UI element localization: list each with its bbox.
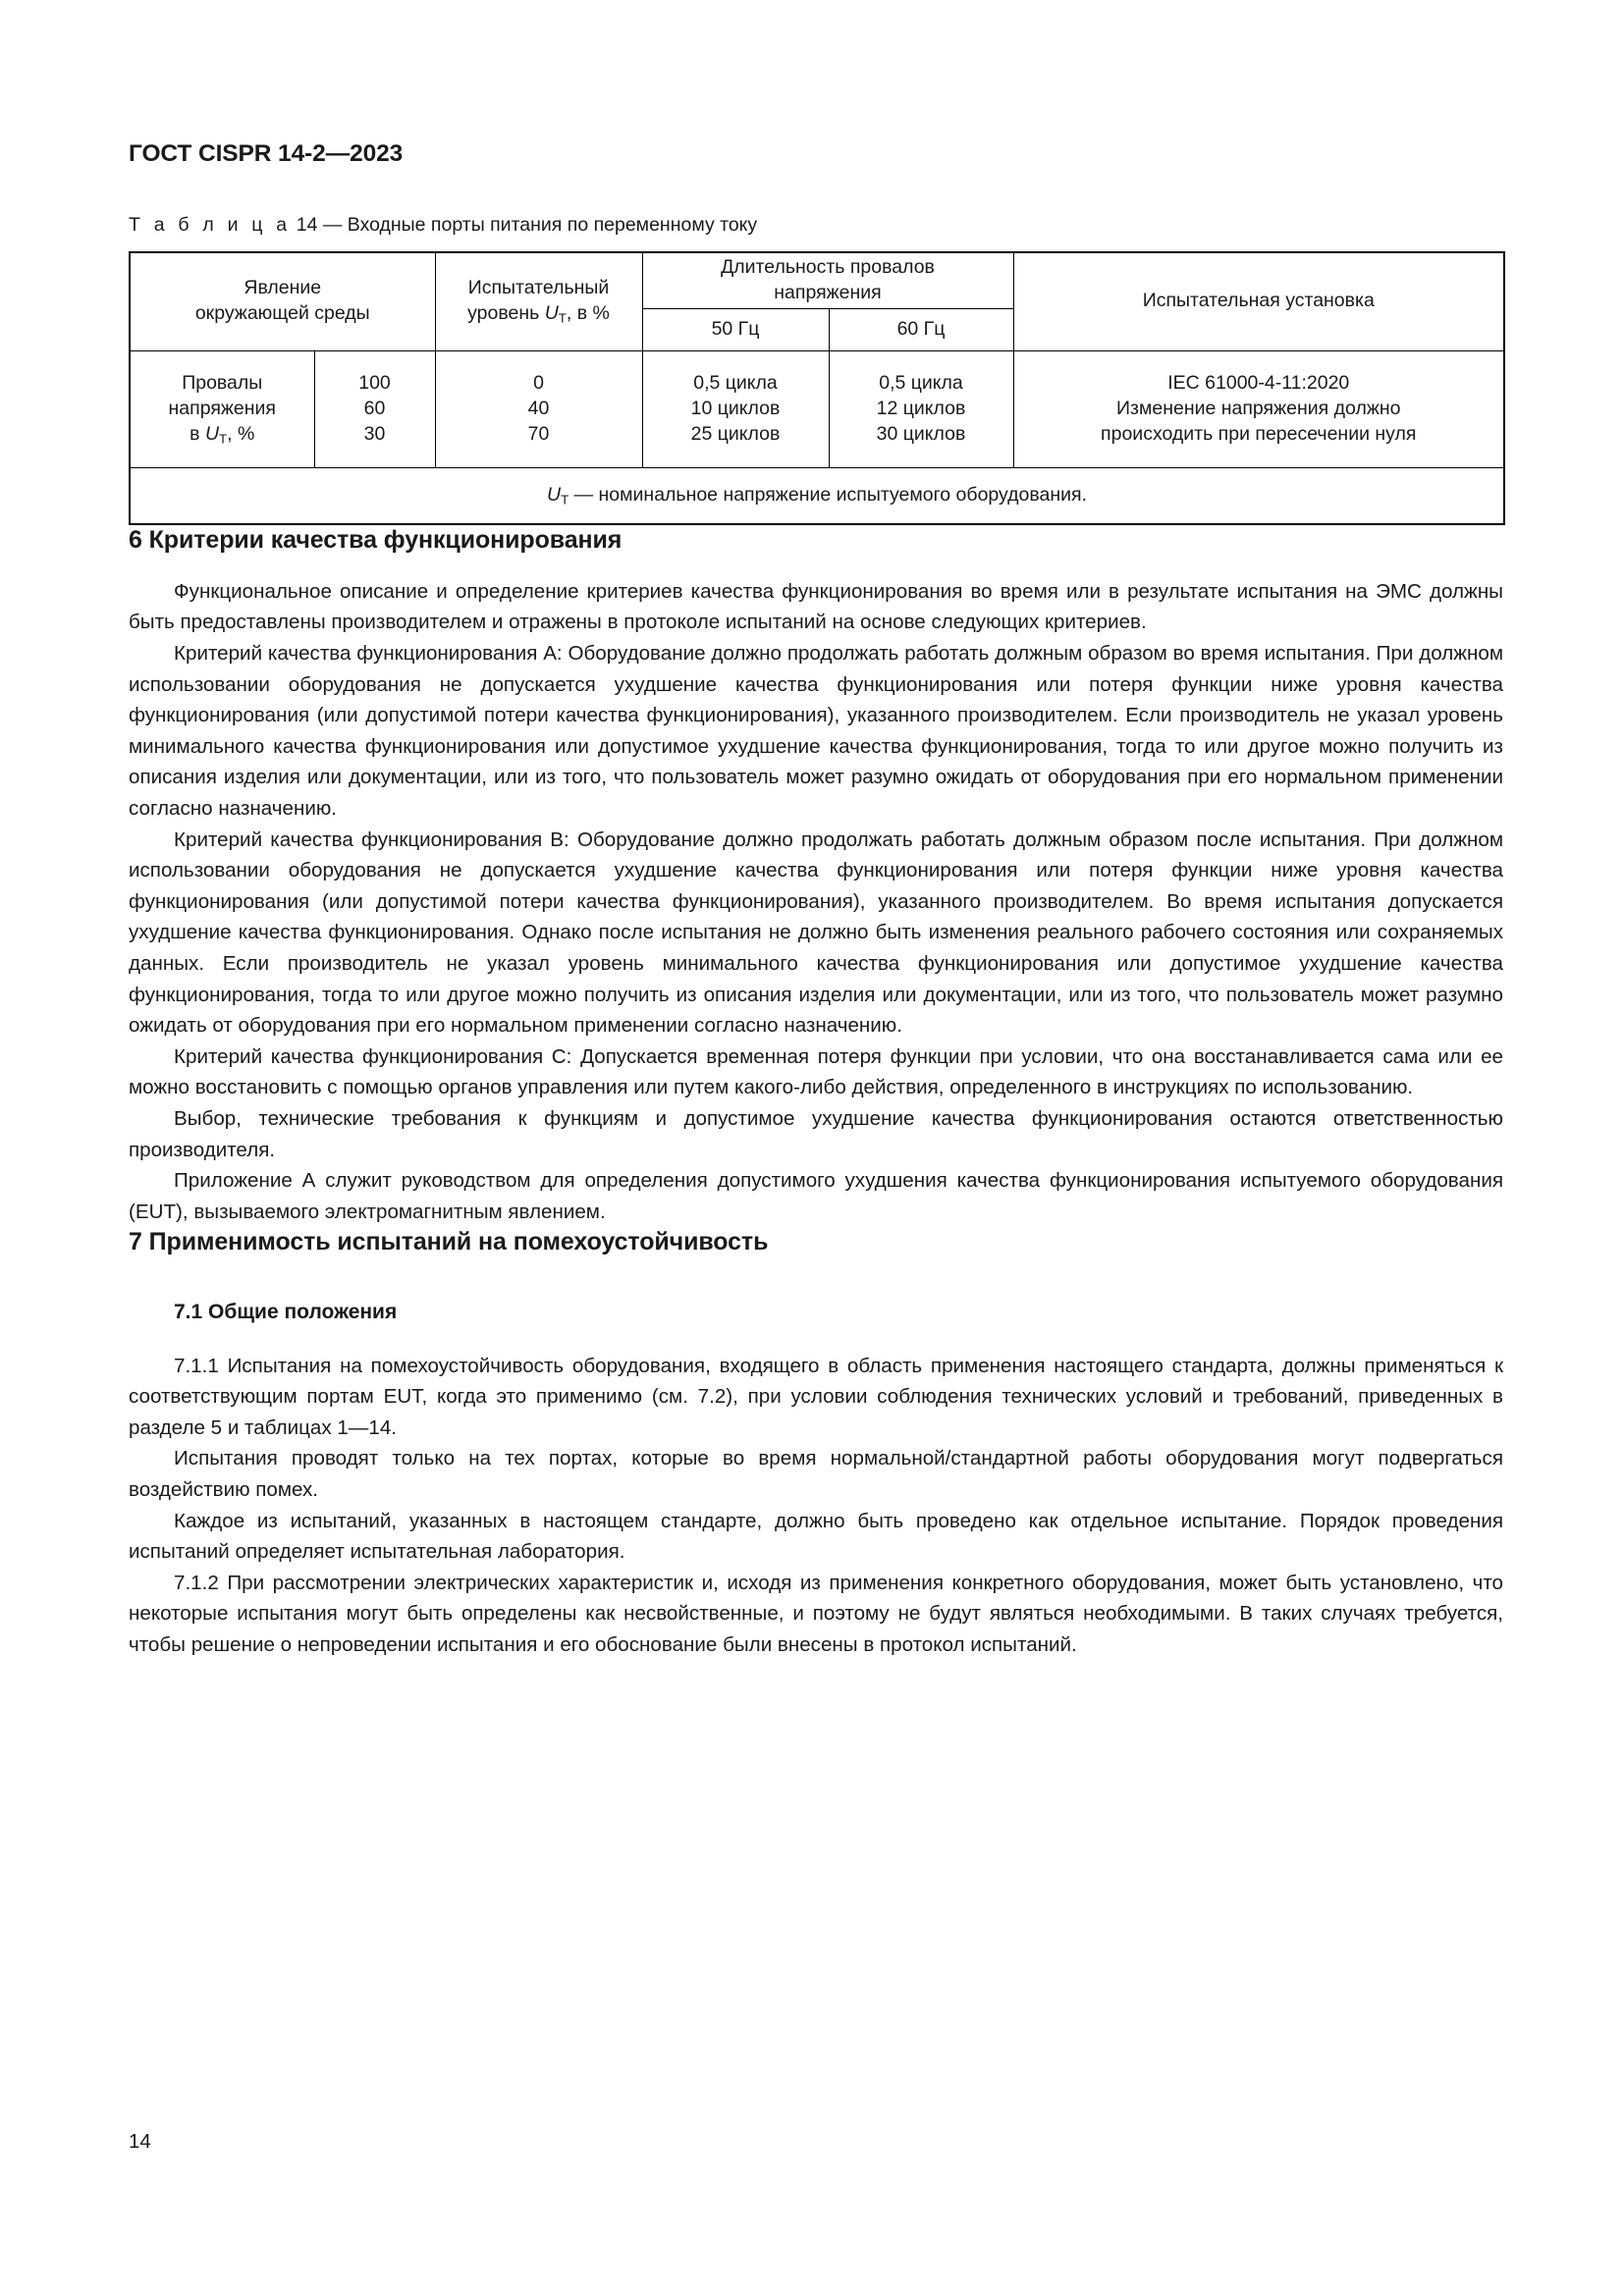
table-note (130, 467, 1504, 524)
table-data-row (130, 350, 1504, 467)
section-6-paragraph-annex-a: Приложение А служит руководством для определения допустимого ухудшения качества функционирования испытуемого оборудования (EUT), вызываемого электромагнитным явлением. (129, 1169, 1503, 1223)
cell-ut-value: 60 (363, 397, 386, 419)
cell-equipment-line1: IEC 61000-4-11:2020 (1167, 372, 1350, 394)
header-duration (642, 252, 1013, 309)
table-note-text: — номинальное напряжение испытуемого оборудования. (568, 483, 1087, 506)
cell-duration-60hz-value: 12 циклов (876, 397, 966, 419)
cell-phenomenon (130, 350, 314, 467)
table-header-row-1 (130, 252, 1504, 309)
header-phenomenon-line1: Явление (244, 277, 322, 299)
header-duration-50hz: 50 Гц (642, 308, 829, 350)
cell-duration-50hz-value: 10 циклов (690, 397, 781, 419)
table-note-sub: T (561, 492, 569, 507)
cell-duration-50hz-value: 0,5 цикла (693, 372, 778, 394)
cell-duration-60hz (829, 350, 1013, 467)
cell-phenomenon-line1: Провалы (182, 372, 263, 394)
section-7-heading: 7 Применимость испытаний на помехоустойчивость (129, 1228, 769, 1256)
table-caption-label: Т а б л и ц а (129, 213, 292, 236)
cell-test-level: 40 (527, 397, 550, 419)
header-duration-60hz: 60 Гц (829, 308, 1013, 350)
cell-duration-60hz-value: 30 циклов (876, 422, 966, 445)
table-caption (129, 214, 1503, 237)
header-equipment: Испытательная установка (1013, 252, 1504, 351)
clause-7-1-1-paragraph-3: Каждое из испытаний, указанных в настоящем стандарте, должно быть проведено как отдельное испытание. Порядок проведения испытаний определяет испытательная лаборатория. (129, 1509, 1503, 1564)
cell-duration-50hz-value: 25 циклов (690, 422, 781, 445)
section-6-paragraph-1: Функциональное описание и определение критериев качества функционирования во время или в результате испытания на ЭМС должны быть предоставлены производителем и отражены в протоколе испытаний на основе следующих критериев. (129, 579, 1503, 634)
cell-test-level: 70 (527, 422, 550, 445)
page-number: 14 (129, 2130, 151, 2153)
header-duration-line2: напряжения (774, 281, 882, 303)
cell-ut-value: 30 (363, 422, 386, 445)
clause-7-1-1-paragraph-2: Испытания проводят только на тех портах, которые во время нормальной/стандартной работы оборудования могут подвергаться воздействию помех. (129, 1447, 1503, 1501)
table-note-var: U (546, 483, 562, 506)
header-duration-line1: Длительность провалов (721, 255, 935, 278)
cell-duration-50hz (642, 350, 829, 467)
section-7-1-heading: 7.1 Общие положения (174, 1301, 398, 1324)
cell-phenomenon-line2: напряжения (168, 397, 276, 419)
table-caption-text: 14 — Входные порты питания по переменному току (296, 213, 758, 236)
cell-phenomenon-line3: в $U_T$, % (189, 422, 255, 447)
section-6-heading: 6 Критерии качества функционирования (129, 525, 623, 554)
cell-equipment-line2: Изменение напряжения должно (1116, 397, 1401, 419)
section-6-paragraph-criterion-b: Критерий качества функционирования В: Оборудование должно продолжать работать должным образом после испытания. При должном использовании оборудования не допускается ухудшение качества функционирования или потеря функции ниже уровня качества функционирования (или допустимой потери качества функционирования), указанного производителем. Во время испытания допускается ухудшение качества функционирования. Однако после испытания не должно быть изменения реального рабочего состояния или сохраняемых данных. Если производитель не указал уровень минимального качества функционирования или допустимое ухудшение качества функционирования, тогда то или другое можно получить из описания изделия или документации, или из того, что пользователь может разумно ожидать от оборудования при его нормальном применении согласно назначению. (129, 828, 1503, 1038)
table-14 (129, 251, 1505, 525)
header-test-level-line2: уровень $U_T$, в % (467, 302, 610, 327)
cell-duration-60hz-value: 0,5 цикла (879, 372, 963, 394)
cell-test-level: 0 (533, 372, 544, 394)
cell-ut-values (314, 350, 435, 467)
header-phenomenon-line2: окружающей среды (194, 302, 370, 325)
header-phenomenon (130, 252, 435, 351)
section-6-paragraph-criterion-a: Критерий качества функционирования А: Оборудование должно продолжать работать должным образом во время испытания. При должном использовании оборудования не допускается ухудшение качества функционирования или потеря функции ниже уровня качества функционирования (или допустимой потери качества функционирования), указанного производителем. Если производитель не указал уровень минимального качества функционирования или допустимое ухудшение качества функционирования, тогда то или другое можно получить из описания изделия или документации, или из того, что пользователь может разумно ожидать от оборудования при его нормальном применении согласно назначению. (129, 642, 1503, 821)
table-note-row (130, 467, 1504, 524)
section-6-paragraph-responsibility: Выбор, технические требования к функциям и допустимое ухудшение качества функционирования остаются ответственностью производителя. (129, 1106, 1503, 1161)
cell-test-levels (435, 350, 642, 467)
cell-equipment-line3: происходить при пересечении нуля (1101, 422, 1417, 445)
running-header: ГОСТ CISPR 14-2—2023 (129, 140, 404, 167)
header-test-level (435, 252, 642, 351)
cell-equipment (1013, 350, 1504, 467)
cell-ut-value: 100 (358, 372, 391, 394)
clause-7-1-1: 7.1.1 Испытания на помехоустойчивость оборудования, входящего в область применения настоящего стандарта, должны применяться к соответствующим портам EUT, когда это применимо (см. 7.2), при условии соблюдения технических условий и требований, приведенных в разделе 5 и таблицах 1—14. (129, 1354, 1503, 1439)
section-6-paragraph-criterion-c: Критерий качества функционирования С: Допускается временная потеря функции при условии, что она восстанавливается сама или ее можно восстановить с помощью органов управления или путем какого-либо действия, определенного в инструкциях по использованию. (129, 1044, 1503, 1099)
page-content (129, 0, 1503, 1660)
clause-7-1-2: 7.1.2 При рассмотрении электрических характеристик и, исходя из применения конкретного оборудования, может быть установлено, что некоторые испытания могут быть определены как несвойственные, и поэтому не будут являться необходимыми. В таких случаях требуется, чтобы решение о непроведении испытания и его обоснование были внесены в протокол испытаний. (129, 1571, 1503, 1656)
header-test-level-line1: Испытательный (467, 277, 610, 299)
